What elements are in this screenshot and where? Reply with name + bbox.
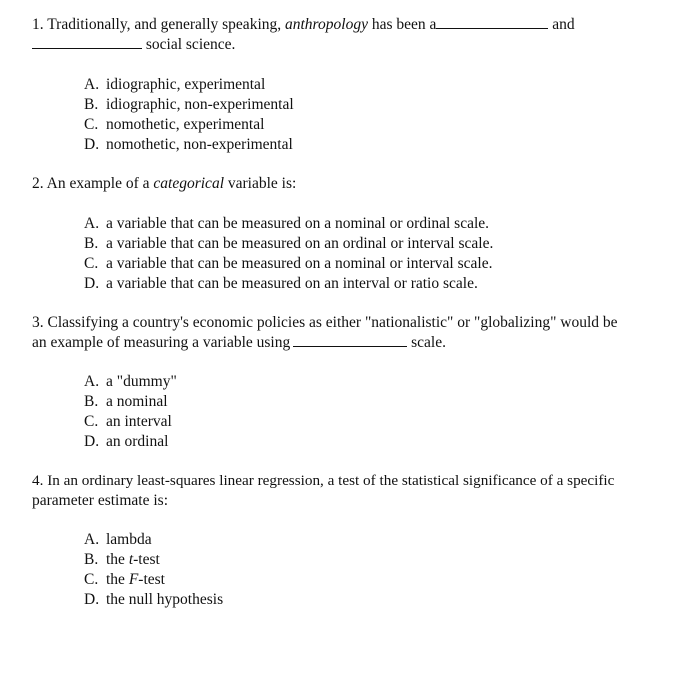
question-1-option-d: D. nomothetic, non-experimental [84, 136, 293, 153]
answer-blank [32, 35, 142, 49]
question-3-stem-line-1: 3. Classifying a country's economic policies as either "nationalistic" or "globalizing" would be [32, 314, 618, 331]
question-4-stem-line-1: 4. In an ordinary least-squares linear regression, a test of the statistical significance of a specific [32, 472, 615, 489]
question-4-option-a: A. lambda [84, 531, 152, 548]
answer-blank [436, 15, 548, 29]
question-3-option-c: C. an interval [84, 413, 172, 430]
question-2-option-b: B. a variable that can be measured on an ordinal or interval scale. [84, 235, 494, 252]
answer-blank [293, 333, 407, 347]
question-4-option-d: D. the null hypothesis [84, 591, 224, 608]
question-3-option-d: D. an ordinal [84, 433, 169, 450]
question-1-stem-line-1: 1. Traditionally, and generally speaking, anthropology has been a and [32, 16, 575, 33]
question-4-option-c: C. the F-test [84, 571, 165, 588]
question-2-option-c: C. a variable that can be measured on a nominal or interval scale. [84, 255, 493, 272]
question-2-number: 2. [32, 175, 44, 192]
question-1-option-c: C. nomothetic, experimental [84, 116, 265, 133]
question-2-option-a: A. a variable that can be measured on a nominal or ordinal scale. [84, 215, 490, 232]
question-3-option-a: A. a "dummy" [84, 373, 177, 390]
question-4-stem-line-2: parameter estimate is: [32, 492, 168, 509]
question-4-number: 4. [32, 472, 44, 489]
question-1-stem-line-2: social science. [32, 35, 235, 55]
question-1-option-b: B. idiographic, non-experimental [84, 96, 294, 113]
question-3-stem-line-2: an example of measuring a variable using scale. [32, 334, 446, 351]
question-2-stem: 2. An example of a categorical variable is: [32, 175, 297, 192]
question-4-option-b: B. the t-test [84, 551, 160, 568]
question-3-option-b: B. a nominal [84, 393, 168, 410]
question-1-option-a: A. idiographic, experimental [84, 76, 266, 93]
question-1-number: 1. [32, 16, 44, 33]
question-3-number: 3. [32, 314, 44, 331]
question-2-option-d: D. a variable that can be measured on an interval or ratio scale. [84, 275, 478, 292]
